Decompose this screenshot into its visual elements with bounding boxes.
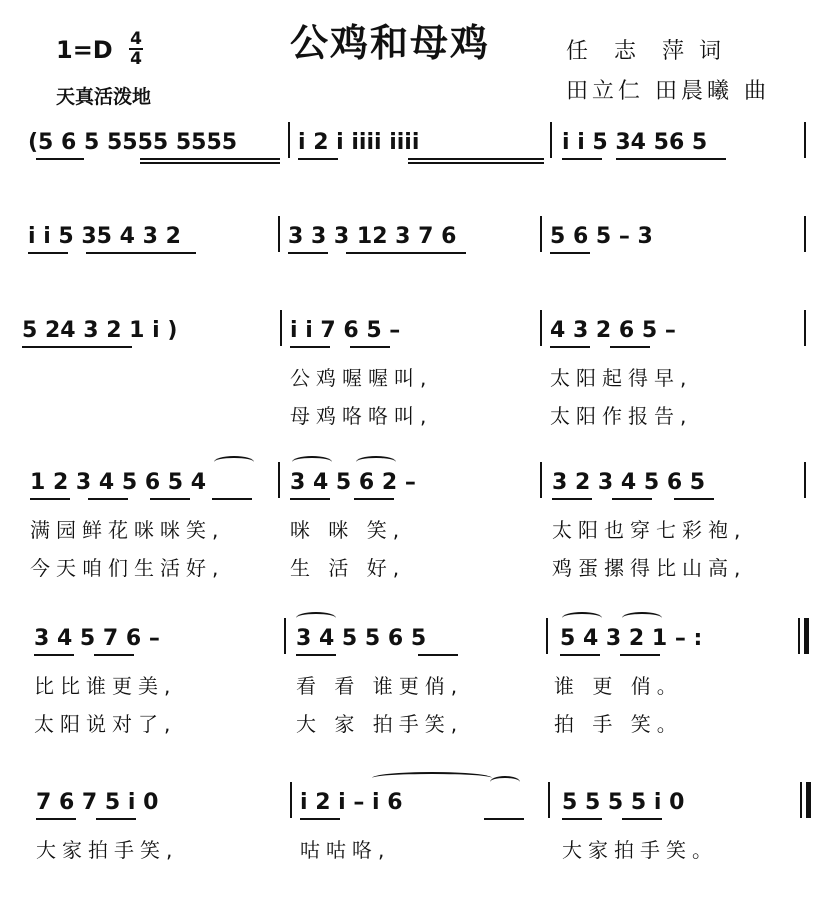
tie	[372, 772, 492, 784]
beam-line	[674, 498, 714, 500]
measure-6: 5 6 5 – 3	[550, 224, 653, 249]
measure-18: 5 5 5 5 i 0	[562, 790, 685, 815]
tempo-marking: 天真活泼地	[56, 86, 152, 108]
beam-line	[622, 818, 662, 820]
beam-line	[140, 162, 280, 164]
lyric-verse2: 生 活 好,	[290, 556, 406, 580]
slur	[622, 612, 662, 624]
beam-line	[212, 498, 252, 500]
beam-line	[550, 252, 590, 254]
barline	[280, 310, 282, 346]
measure-9: 4 3 2 6 5 –	[550, 318, 676, 343]
slur	[356, 456, 396, 468]
slur	[292, 456, 332, 468]
barline	[804, 462, 806, 498]
beam-line	[610, 346, 650, 348]
barline	[548, 782, 550, 818]
measure-13: 3 4 5 7 6 –	[34, 626, 160, 651]
lyric-verse2: 今天咱们生活好,	[30, 556, 225, 580]
beam-line	[418, 654, 458, 656]
measure-1: (5 6 5 5555 5555	[28, 130, 238, 155]
beam-line	[290, 498, 330, 500]
barline	[288, 122, 290, 158]
barline	[800, 782, 802, 818]
barline	[540, 310, 542, 346]
lyric-verse1: 太阳起得早,	[550, 366, 693, 390]
score-row-6	[0, 790, 830, 862]
lyric-verse1: 满园鲜花咪咪笑,	[30, 518, 225, 542]
measure-3: i i 5 34 56 5	[562, 130, 708, 155]
slur	[562, 612, 602, 624]
beam-line	[408, 158, 544, 160]
barline	[278, 216, 280, 252]
slur	[296, 612, 336, 624]
beam-line	[350, 346, 390, 348]
lyricist-credit: 任 志 萍 词	[566, 39, 725, 64]
beam-line	[620, 654, 660, 656]
beam-line	[36, 158, 84, 160]
lyric-verse2: 鸡蛋摞得比山高,	[552, 556, 747, 580]
beam-line	[550, 346, 590, 348]
beam-line	[298, 158, 338, 160]
measure-7: 5 24 3 2 1 i )	[22, 318, 178, 343]
beam-line	[296, 654, 336, 656]
measure-10: 1 2 3 4 5 6 5 4	[30, 470, 207, 495]
beam-line	[612, 498, 652, 500]
beam-line	[562, 158, 602, 160]
song-title: 公鸡和母鸡	[289, 21, 490, 65]
measure-12: 3 2 3 4 5 6 5	[552, 470, 706, 495]
beam-line	[484, 818, 524, 820]
beam-line	[560, 654, 600, 656]
barline	[804, 310, 806, 346]
barline	[546, 618, 548, 654]
beam-line	[96, 818, 136, 820]
lyric-verse1: 咕咕咯,	[300, 838, 391, 862]
slur	[214, 456, 254, 468]
measure-17: i 2 i – i 6	[300, 790, 403, 815]
barline	[550, 122, 552, 158]
lyric-verse1: 太阳也穿七彩袍,	[552, 518, 747, 542]
lyric-verse1: 公鸡喔喔叫,	[290, 366, 433, 390]
beam-line	[36, 818, 76, 820]
lyric-verse1: 大家拍手笑。	[562, 838, 718, 862]
repeat-end-barline	[804, 618, 809, 654]
barline	[284, 618, 286, 654]
final-barline	[806, 782, 811, 818]
barline	[540, 462, 542, 498]
measure-5: 3 3 3 12 3 7 6	[288, 224, 457, 249]
beam-line	[140, 158, 280, 160]
beam-line	[28, 252, 68, 254]
score-row-2	[0, 224, 830, 284]
beam-line	[552, 498, 592, 500]
beam-line	[94, 654, 134, 656]
lyric-verse1: 大家拍手笑,	[36, 838, 179, 862]
barline	[278, 462, 280, 498]
barline	[540, 216, 542, 252]
measure-15: 5 4 3 2 1 – :	[560, 626, 703, 651]
beam-line	[34, 654, 74, 656]
slur	[490, 776, 520, 788]
measure-2: i 2 i iiii iiii	[298, 130, 420, 155]
beam-line	[346, 252, 466, 254]
lyric-verse2: 太阳说对了,	[34, 712, 177, 736]
beam-line	[354, 498, 394, 500]
lyric-verse2: 大 家 拍手笑,	[296, 712, 464, 736]
barline	[804, 216, 806, 252]
measure-11: 3 4 5 6 2 –	[290, 470, 416, 495]
lyric-verse1: 咪 咪 笑,	[290, 518, 406, 542]
measure-16: 7 6 7 5 i 0	[36, 790, 159, 815]
composer-credit: 田立仁 田晨曦 曲	[566, 79, 770, 104]
measure-14: 3 4 5 5 6 5	[296, 626, 427, 651]
beam-line	[300, 818, 340, 820]
score-row-4	[0, 470, 830, 580]
time-signature-denominator: 4	[130, 49, 142, 69]
beam-line	[30, 498, 70, 500]
measure-4: i i 5 35 4 3 2	[28, 224, 181, 249]
beam-line	[150, 498, 190, 500]
lyric-verse2: 母鸡咯咯叫,	[290, 404, 433, 428]
key-signature: 1=D	[56, 36, 113, 64]
beam-line	[86, 252, 196, 254]
measure-8: i i 7 6 5 –	[290, 318, 401, 343]
score-row-3	[0, 318, 830, 428]
score-row-1	[0, 130, 830, 190]
beam-line	[88, 498, 128, 500]
barline	[798, 618, 800, 654]
beam-line	[290, 346, 330, 348]
lyric-verse2: 太阳作报告,	[550, 404, 693, 428]
barline	[804, 122, 806, 158]
time-signature	[129, 30, 143, 68]
time-signature-numerator: 4	[130, 29, 142, 49]
beam-line	[408, 162, 544, 164]
lyric-verse1: 比比谁更美,	[34, 674, 177, 698]
beam-line	[562, 818, 602, 820]
score-row-5	[0, 626, 830, 736]
lyric-verse1: 谁 更 俏。	[554, 674, 683, 698]
beam-line	[616, 158, 726, 160]
beam-line	[288, 252, 328, 254]
lyric-verse1: 看 看 谁更俏,	[296, 674, 464, 698]
barline	[290, 782, 292, 818]
beam-line	[22, 346, 132, 348]
lyric-verse2: 拍 手 笑。	[554, 712, 683, 736]
